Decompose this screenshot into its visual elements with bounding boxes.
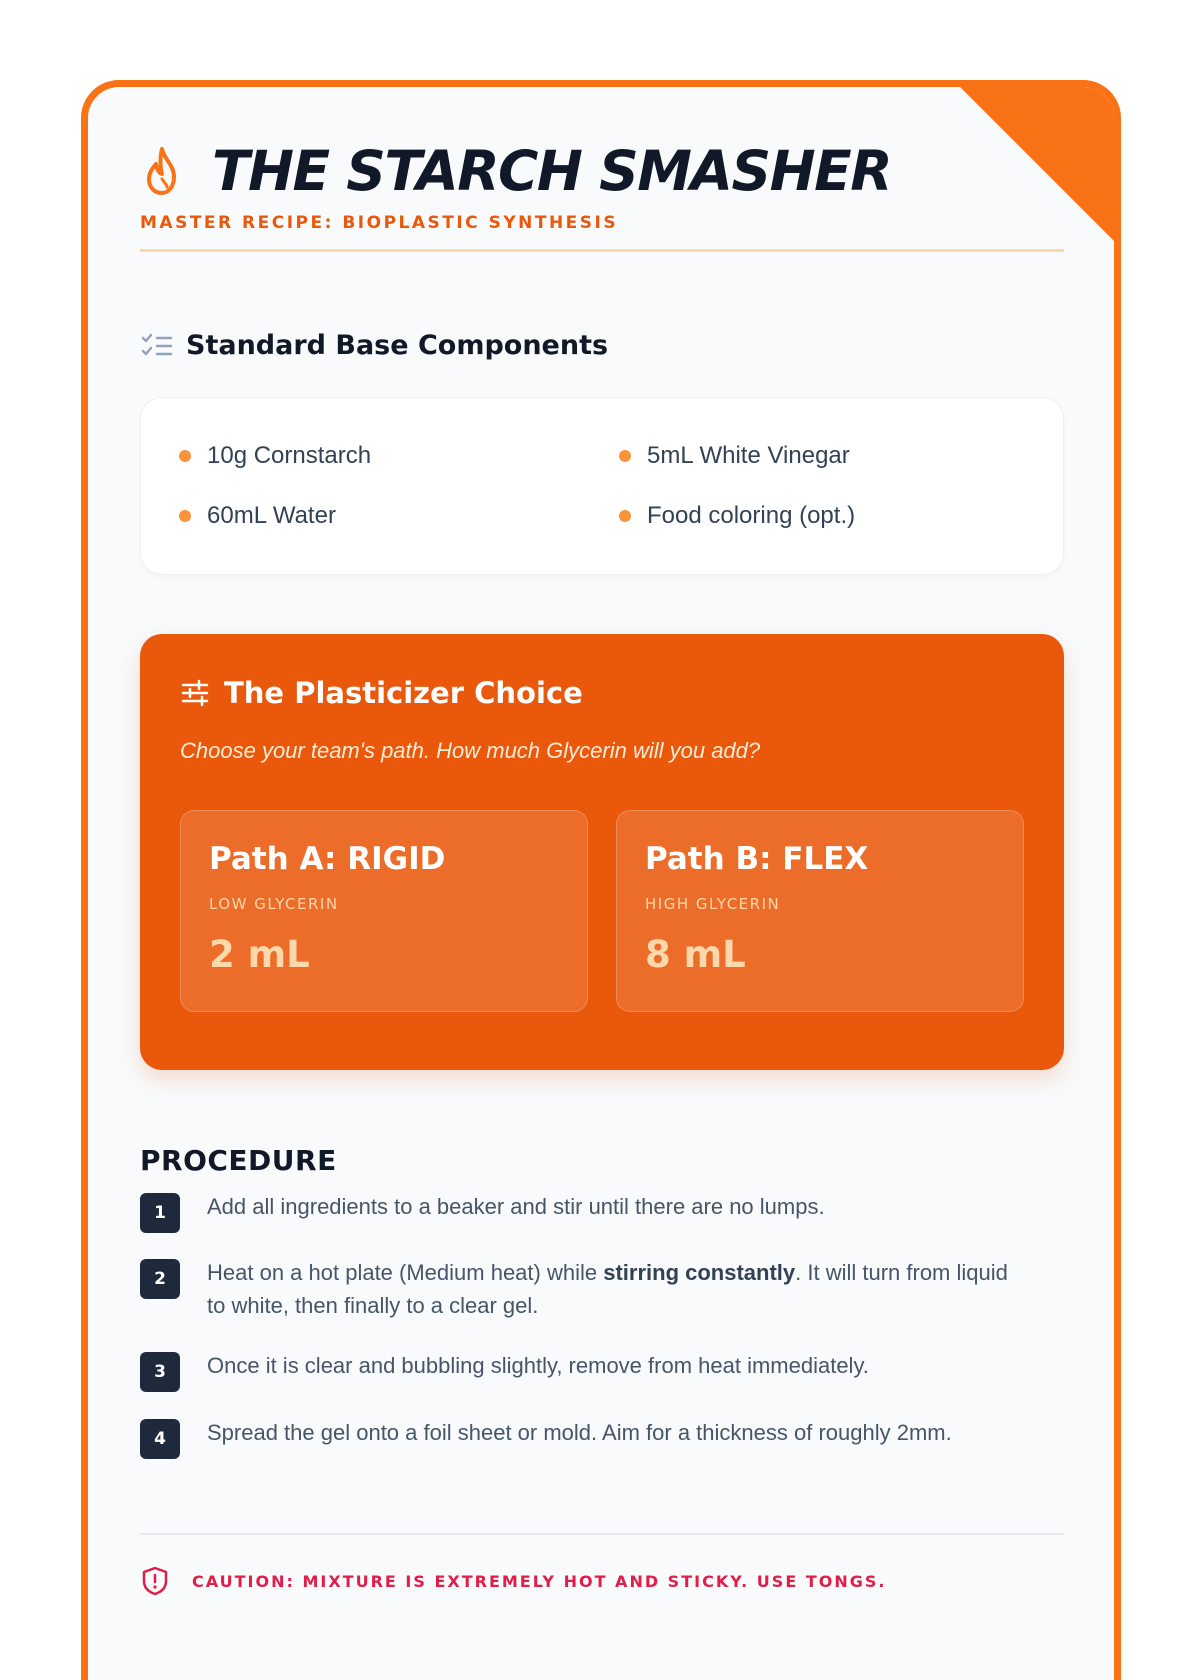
list-item: [179, 426, 619, 486]
procedure-step: [140, 1256, 1027, 1322]
step-text: Once it is clear and bubbling slightly, remove from heat immediately.: [207, 1353, 869, 1378]
path-a-option[interactable]: [180, 810, 588, 1012]
procedure-title: PROCEDURE: [140, 1144, 337, 1177]
list-item: [619, 486, 1059, 546]
step-text-part: . It will turn from liquid to white, then finally to a clear gel.: [207, 1260, 1008, 1318]
bullet-icon: [179, 510, 191, 522]
header: [140, 139, 1064, 252]
path-name: Path A: RIGID: [209, 841, 446, 877]
base-components-heading: [140, 330, 608, 361]
path-label: HIGH GLYCERIN: [645, 895, 781, 913]
ingredient-label: Food coloring (opt.): [647, 502, 856, 529]
bullet-icon: [619, 510, 631, 522]
sliders-icon: [180, 678, 210, 708]
ingredient-label: 60mL Water: [207, 502, 336, 529]
caution-text: CAUTION: MIXTURE IS EXTREMELY HOT AND STICKY. USE TONGS.: [192, 1571, 887, 1591]
path-b-option[interactable]: [616, 810, 1024, 1012]
caution-banner: [140, 1565, 886, 1597]
step-text: Add all ingredients to a beaker and stir until there are no lumps.: [207, 1194, 825, 1219]
step-text: [207, 1256, 1027, 1322]
step-text-part: Heat on a hot plate (Medium heat) while: [207, 1260, 604, 1285]
plasticizer-prompt: Choose your team's path. How much Glycerin will you add?: [180, 738, 761, 763]
procedure-step: [140, 1416, 1027, 1459]
step-number: 4: [140, 1419, 180, 1459]
page-subtitle: MASTER RECIPE: BIOPLASTIC SYNTHESIS: [140, 213, 619, 233]
shield-alert-icon: [140, 1565, 170, 1597]
footer-divider: [140, 1533, 1064, 1535]
path-amount: 2 mL: [209, 933, 310, 976]
ingredient-label: 10g Cornstarch: [207, 442, 372, 469]
step-text: Spread the gel onto a foil sheet or mold. Aim for a thickness of roughly 2mm.: [207, 1420, 952, 1445]
ingredient-label: 5mL White Vinegar: [647, 442, 850, 469]
path-label: LOW GLYCERIN: [209, 895, 339, 913]
header-divider: [140, 249, 1064, 252]
procedure-step: [140, 1190, 1027, 1233]
bullet-icon: [179, 450, 191, 462]
step-number: 3: [140, 1352, 180, 1392]
checklist-icon: [140, 331, 174, 361]
plasticizer-panel: [140, 634, 1064, 1070]
page-title: THE STARCH SMASHER: [212, 139, 892, 203]
path-amount: 8 mL: [645, 933, 746, 976]
procedure-step: [140, 1349, 1027, 1392]
path-name: Path B: FLEX: [645, 841, 869, 877]
step-text-emphasis: stirring constantly: [603, 1260, 796, 1285]
ingredients-list: [140, 397, 1064, 575]
flame-icon: [140, 145, 184, 197]
recipe-card: [81, 80, 1121, 1680]
list-item: [619, 426, 1059, 486]
list-item: [179, 486, 619, 546]
step-number: 2: [140, 1259, 180, 1299]
plasticizer-title: The Plasticizer Choice: [224, 676, 583, 710]
step-number: 1: [140, 1193, 180, 1233]
bullet-icon: [619, 450, 631, 462]
section-title: Standard Base Components: [186, 330, 609, 361]
